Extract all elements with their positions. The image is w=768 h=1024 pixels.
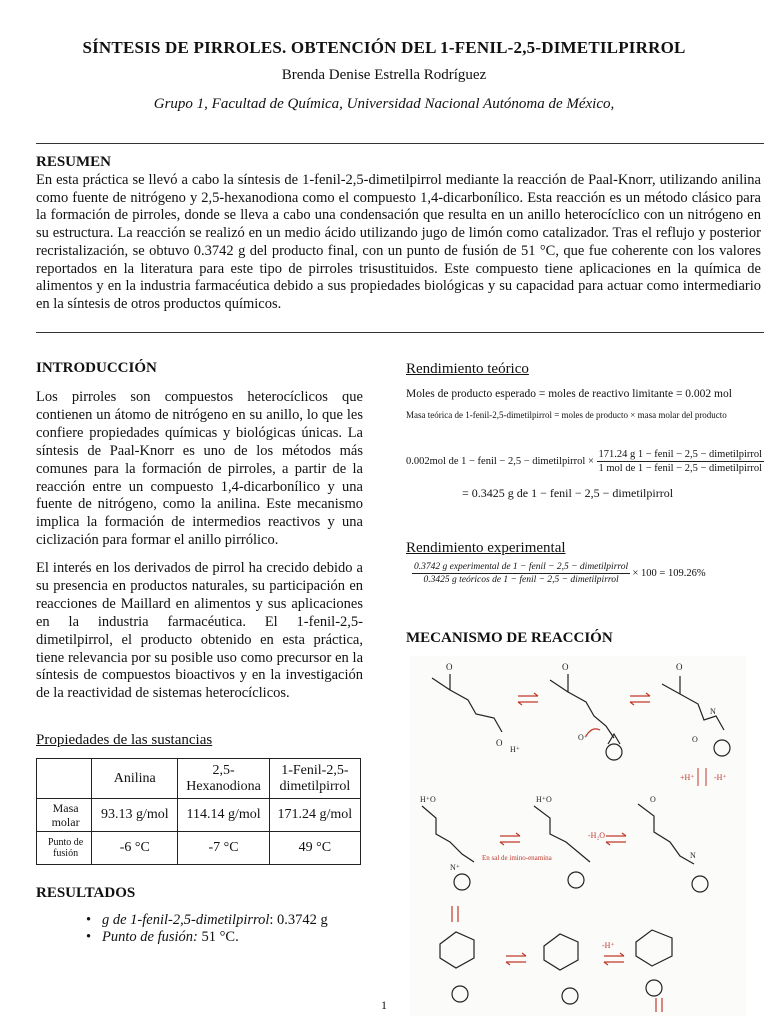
table-cell: 93.13 g/mol bbox=[92, 799, 178, 832]
experimental-yield-heading: Rendimiento experimental bbox=[406, 540, 566, 556]
table-header-cell: 1-Fenil-2,5-dimetilpirrol bbox=[269, 759, 360, 799]
result-value: : 0.3742 g bbox=[269, 912, 328, 928]
results-heading: RESULTADOS bbox=[36, 885, 136, 901]
row-label: Masa molar bbox=[37, 799, 92, 832]
list-item bbox=[80, 929, 328, 946]
abstract-text: En esta práctica se llevó a cabo la síntesis de 1-fenil-2,5-dimetilpirrol mediante la reacción de Paal-Knorr, utilizando anilina como fuente de nitrógeno y 2,5-hexanodiona como el compuesto 1,4-dicarbonílico. Esta reacción es un método clásico para la formación de pirroles, donde se lleva a cabo una condensación que resulta en un anillo heterocíclico con un nitrógeno en su estructura. La reacción se realizó en un medio ácido utilizando jugo de limón como catalizador. Tras el reflujo y posterior recristalización, se obtuvo 0.3742 g del producto final, con un punto de fusión de 51 °C, que fue coherente con los valores reportados en la literatura para este tipo de pirroles trisustituidos. Este compuesto tiene aplicaciones en la química de alimentos y en la industria farmacéutica debido a sus propiedades biológicas y su capacidad para actuar como intermediario en la síntesis de otros productos químicos. bbox=[36, 172, 761, 312]
page-number: 1 bbox=[381, 998, 387, 1012]
equation-fraction bbox=[597, 449, 765, 474]
svg-text:O: O bbox=[562, 662, 569, 672]
table-row bbox=[37, 799, 361, 832]
list-item bbox=[80, 912, 328, 929]
svg-text:O: O bbox=[692, 735, 698, 744]
table-cell: 171.24 g/mol bbox=[269, 799, 360, 832]
dehydration-label: -H₂O bbox=[588, 831, 606, 840]
table-caption: Propiedades de las sustancias bbox=[36, 732, 213, 748]
theoretical-line-2: Masa teórica de 1-fenil-2,5-dimetilpirrol = moles de producto × masa molar del producto bbox=[406, 410, 727, 420]
figure-background bbox=[410, 656, 746, 1016]
svg-text:O: O bbox=[676, 662, 683, 672]
result-value: 51 °C. bbox=[197, 929, 239, 945]
svg-text:H⁺O: H⁺O bbox=[420, 795, 436, 804]
top-divider bbox=[36, 143, 764, 144]
equation-left: 0.002mol de 1 − fenil − 2,5 − dimetilpirrol × bbox=[406, 456, 594, 467]
intro-paragraph-1: Los pirroles son compuestos heterocíclicos que contienen un átomo de nitrógeno en su anillo, lo que les confiere propiedades químicas y biológicas únicas. La síntesis de Paal-Knorr es uno de los métodos más comunes para la formación de pirroles, a partir de la reacción entre un compuesto 1,4-dicarbonílico y una fuente de nitrógeno, como la anilina. Este mecanismo implica la formación de intermedios reactivos y una ciclización para formar el anillo pirrólico. bbox=[36, 389, 363, 549]
table-header-cell: Anilina bbox=[92, 759, 178, 799]
svg-text:N: N bbox=[710, 707, 716, 716]
svg-text:N⁺: N⁺ bbox=[450, 863, 460, 872]
reaction-mechanism-figure bbox=[410, 656, 746, 1016]
affiliation: Grupo 1, Facultad de Química, Universidad Nacional Autónoma de México, bbox=[153, 96, 615, 112]
proton-minus-label: -H⁺ bbox=[714, 773, 727, 782]
author: Brenda Denise Estrella Rodríguez bbox=[281, 67, 487, 83]
svg-text:O⁺: O⁺ bbox=[578, 733, 588, 742]
svg-text:N: N bbox=[690, 851, 696, 860]
intro-paragraph-2: El interés en los derivados de pirrol ha crecido debido a su presencia en productos naturales, su participación en reacciones de Maillard en alimentos y sus aplicaciones en la industria farmacéutica. El 1-fenil-2,5-dimetilpirrol, el producto obtenido en esta práctica, tiene relevancia por su posible uso como precursor en la síntesis de compuestos bioactivos y en la investigación de la reactividad de sistemas heterocíclicos. bbox=[36, 560, 363, 702]
table-cell: -6 °C bbox=[92, 832, 178, 865]
abstract-divider bbox=[36, 332, 764, 333]
equation-numerator: 171.24 g 1 − fenil − 2,5 − dimetilpirrol bbox=[598, 449, 763, 460]
svg-text:O: O bbox=[650, 795, 656, 804]
experimental-equation bbox=[412, 562, 706, 585]
result-label: Punto de fusión: bbox=[102, 929, 198, 945]
experimental-result: × 100 = 109.26% bbox=[632, 568, 706, 579]
table-cell: -7 °C bbox=[178, 832, 269, 865]
svg-text:O: O bbox=[446, 662, 453, 672]
abstract-heading: RESUMEN bbox=[36, 154, 112, 170]
equation-denominator: 1 mol de 1 − fenil − 2,5 − dimetilpirrol bbox=[598, 463, 763, 474]
theoretical-yield-heading: Rendimiento teórico bbox=[406, 361, 529, 377]
svg-text:O: O bbox=[496, 738, 503, 748]
proton-plus-label: +H⁺ bbox=[680, 773, 695, 782]
imino-enamine-note: En sal de imino-enamina bbox=[482, 854, 552, 862]
experimental-denominator: 0.3425 g teóricos de 1 − fenil − 2,5 − dimetilpirrol bbox=[423, 575, 619, 585]
intro-heading: INTRODUCCIÓN bbox=[36, 360, 157, 376]
table-row bbox=[37, 832, 361, 865]
table-header-cell: 2,5-Hexanodiona bbox=[178, 759, 269, 799]
properties-table bbox=[36, 758, 361, 865]
svg-text:H⁺O: H⁺O bbox=[536, 795, 552, 804]
svg-text:H⁺: H⁺ bbox=[510, 745, 520, 754]
table-header-cell bbox=[37, 759, 92, 799]
results-list bbox=[80, 912, 328, 946]
result-label: g de 1-fenil-2,5-dimetilpirrol bbox=[102, 912, 270, 928]
proton-transfer-label-2: -H⁺ bbox=[602, 941, 615, 950]
table-cell: 114.14 g/mol bbox=[178, 799, 269, 832]
experimental-numerator: 0.3742 g experimental de 1 − fenil − 2,5 − dimetilpirrol bbox=[414, 562, 629, 572]
theoretical-line-1: Moles de producto esperado = moles de reactivo limitante = 0.002 mol bbox=[406, 388, 732, 400]
theoretical-result: = 0.3425 g de 1 − fenil − 2,5 − dimetilpirrol bbox=[462, 486, 674, 500]
experimental-fraction bbox=[412, 562, 630, 585]
table-header-row bbox=[37, 759, 361, 799]
table-cell: 49 °C bbox=[269, 832, 360, 865]
theoretical-equation bbox=[406, 449, 764, 474]
row-label: Punto de fusión bbox=[37, 832, 92, 865]
paper-title: SÍNTESIS DE PIRROLES. OBTENCIÓN DEL 1-FENIL-2,5-DIMETILPIRROL bbox=[82, 38, 686, 57]
mechanism-heading: MECANISMO DE REACCIÓN bbox=[406, 630, 613, 646]
